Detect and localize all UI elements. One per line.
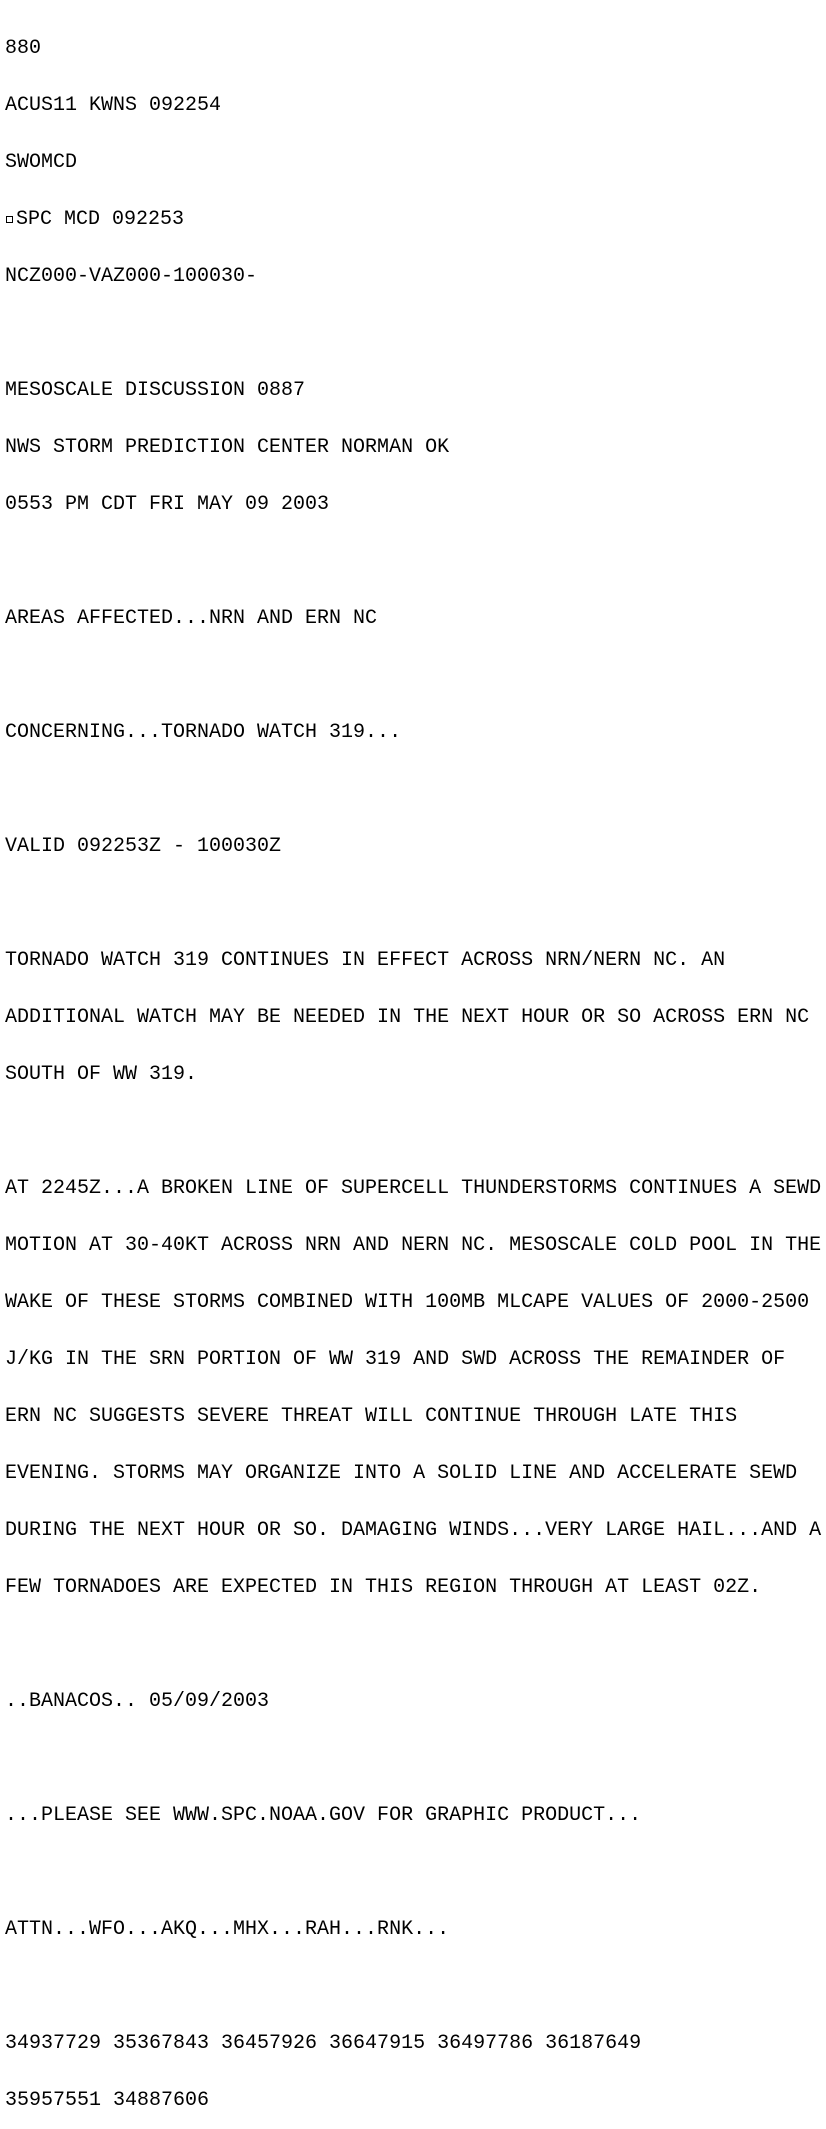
blank-line [5,1977,821,1996]
blank-line [5,780,821,799]
summary-line: SOUTH OF WW 319. [5,1063,198,1086]
graphic-product-note: ...PLEASE SEE WWW.SPC.NOAA.GOV FOR GRAPHIC PRODUCT... [5,1804,642,1827]
blank-line [5,1863,821,1882]
spc-header-text: SPC MCD 092253 [16,208,185,231]
ugc-line: NCZ000-VAZ000-100030- [5,265,258,288]
blank-line [5,552,821,571]
valid-time: VALID 092253Z - 100030Z [5,835,282,858]
control-char-icon [6,216,13,223]
discussion-line: AT 2245Z...A BROKEN LINE OF SUPERCELL THUNDERSTORMS CONTINUES A SEWD [5,1177,822,1200]
summary-line: ADDITIONAL WATCH MAY BE NEEDED IN THE NEXT HOUR OR SO ACROSS ERN NC [5,1006,810,1029]
blank-line [5,1635,821,1654]
discussion-line: WAKE OF THESE STORMS COMBINED WITH 100MB MLCAPE VALUES OF 2000-2500 [5,1291,810,1314]
issuing-office: NWS STORM PREDICTION CENTER NORMAN OK [5,436,450,459]
coordinates-line: 34937729 35367843 36457926 36647915 36497786 36187649 [5,2032,642,2055]
blank-line [5,894,821,913]
sequence-number: 880 [5,37,42,60]
discussion-line: J/KG IN THE SRN PORTION OF WW 319 AND SWD ACROSS THE REMAINDER OF [5,1348,786,1371]
bulletin-document [5,1,821,2129]
spc-header-line [5,210,821,229]
summary-line: TORNADO WATCH 319 CONTINUES IN EFFECT ACROSS NRN/NERN NC. AN [5,949,726,972]
concerning: CONCERNING...TORNADO WATCH 319... [5,721,402,744]
areas-affected: AREAS AFFECTED...NRN AND ERN NC [5,607,378,630]
discussion-title: MESOSCALE DISCUSSION 0887 [5,379,306,402]
wmo-header: ACUS11 KWNS 092254 [5,94,222,117]
discussion-line: DURING THE NEXT HOUR OR SO. DAMAGING WINDS...VERY LARGE HAIL...AND A [5,1519,822,1542]
attention-offices: ATTN...WFO...AKQ...MHX...RAH...RNK... [5,1918,450,1941]
blank-line [5,1749,821,1768]
discussion-line: MOTION AT 30-40KT ACROSS NRN AND NERN NC. MESOSCALE COLD POOL IN THE [5,1234,822,1257]
discussion-line: ERN NC SUGGESTS SEVERE THREAT WILL CONTINUE THROUGH LATE THIS [5,1405,738,1428]
blank-line [5,666,821,685]
blank-line [5,324,821,343]
forecaster-signature: ..BANACOS.. 05/09/2003 [5,1690,270,1713]
issue-time: 0553 PM CDT FRI MAY 09 2003 [5,493,330,516]
discussion-line: EVENING. STORMS MAY ORGANIZE INTO A SOLID LINE AND ACCELERATE SEWD [5,1462,798,1485]
blank-line [5,1122,821,1141]
coordinates-line: 35957551 34887606 [5,2089,210,2112]
discussion-line: FEW TORNADOES ARE EXPECTED IN THIS REGION THROUGH AT LEAST 02Z. [5,1576,762,1599]
awips-id: SWOMCD [5,151,78,174]
